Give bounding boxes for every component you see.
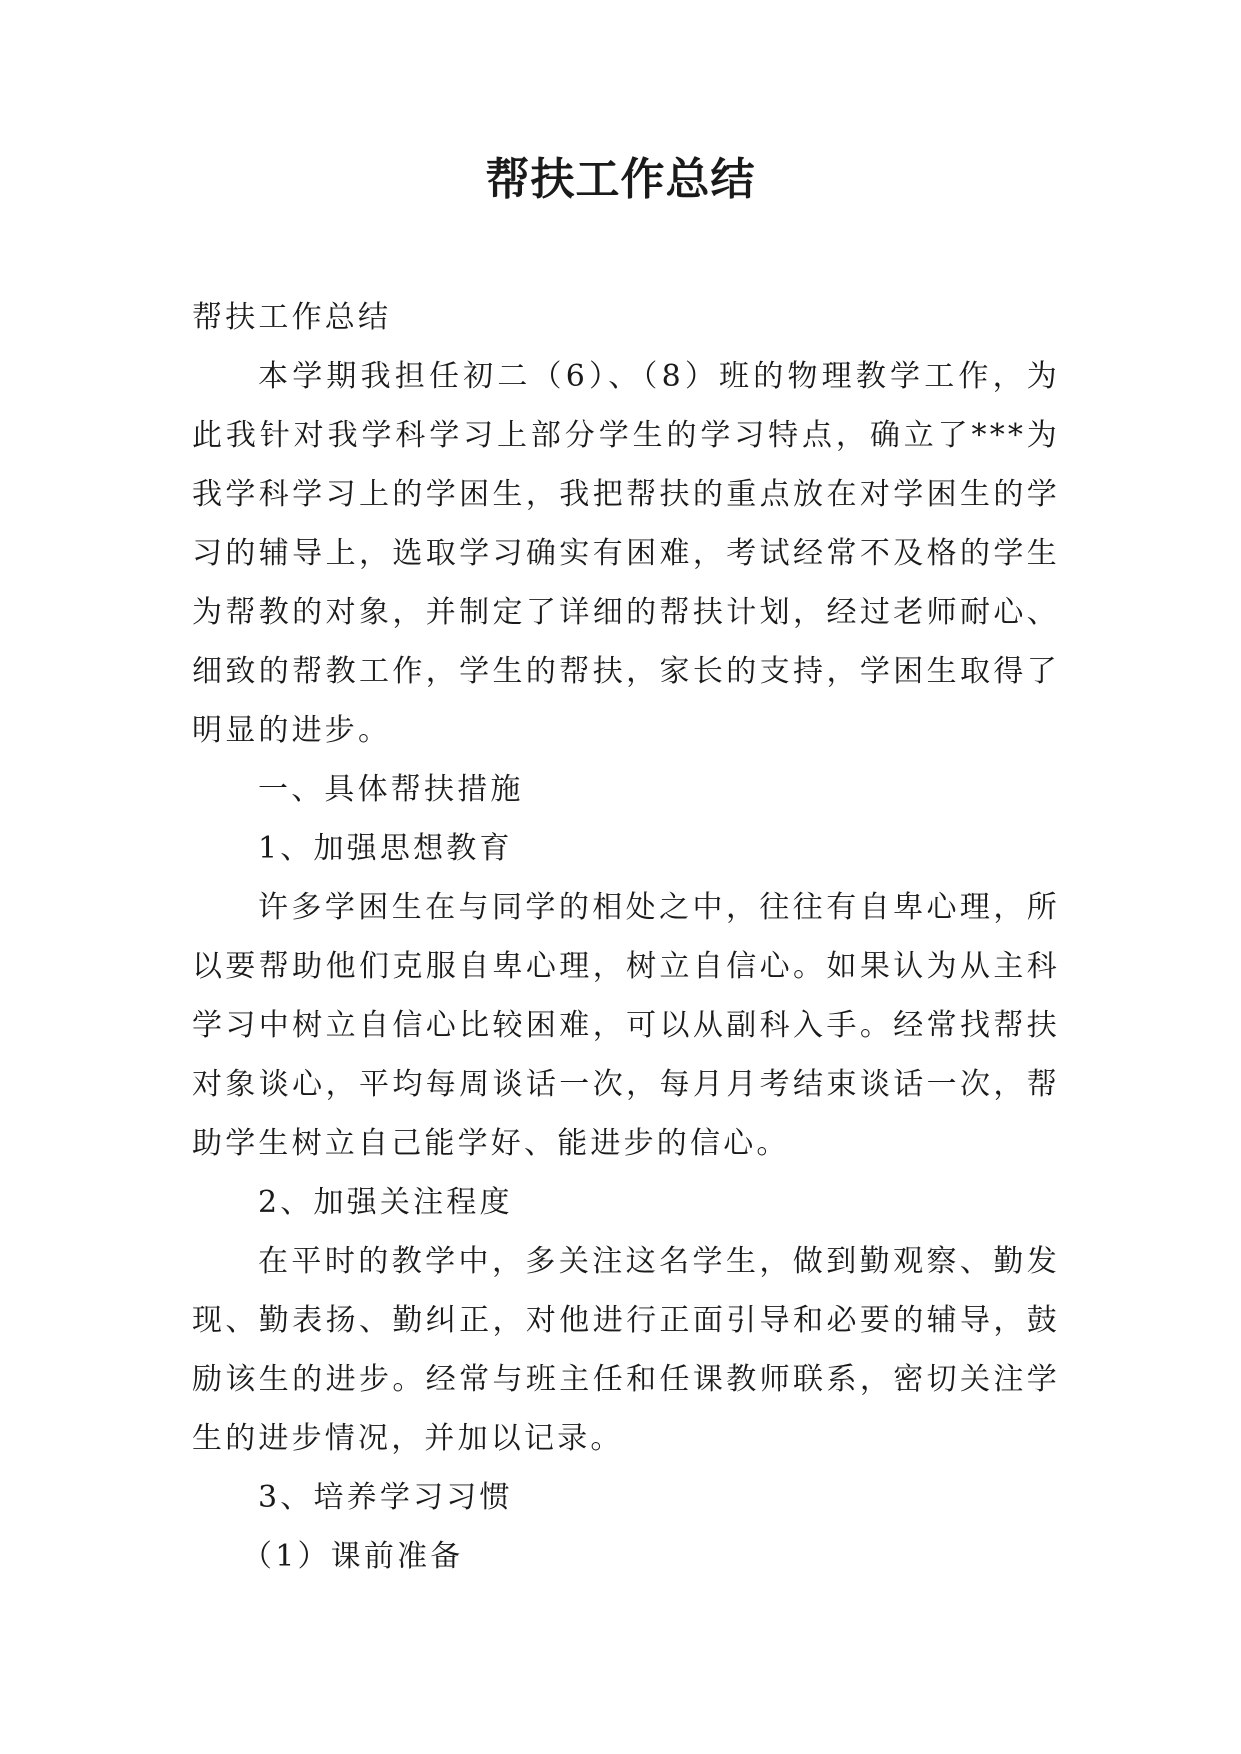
subheading-habits: 3、培养学习习惯: [258, 1480, 513, 1515]
document-body: [192, 288, 1060, 1586]
paragraph-intro: 本学期我担任初二（6）、（8）班的物理教学工作，为此我针对我学科学习上部分学生的学习特点，确立了***为我学科学习上的学困生，我把帮扶的重点放在对学困生的学习的辅导上，选取学习确实有困难，考试经常不及格的学生为帮教的对象，并制定了详细的帮扶计划，经过老师耐心、细致的帮教工作，学生的帮扶，家长的支持，学困生取得了明显的进步。: [192, 359, 1060, 748]
paragraph-subtitle: 帮扶工作总结: [192, 300, 392, 335]
paragraph-attention: 在平时的教学中，多关注这名学生，做到勤观察、勤发现、勤表扬、勤纠正，对他进行正面引导和必要的辅导，鼓励该生的进步。经常与班主任和任课教师联系，密切关注学生的进步情况，并加以记录。: [192, 1244, 1060, 1456]
subheading-attention: 2、加强关注程度: [258, 1185, 513, 1220]
subheading-preparation: （1）课前准备: [242, 1539, 464, 1574]
section-heading-measures: 一、具体帮扶措施: [258, 772, 524, 807]
document-title: 帮扶工作总结: [485, 154, 756, 205]
subheading-ideology: 1、加强思想教育: [258, 831, 513, 866]
paragraph-ideology: 许多学困生在与同学的相处之中，往往有自卑心理，所以要帮助他们克服自卑心理，树立自信心。如果认为从主科学习中树立自信心比较困难，可以从副科入手。经常找帮扶对象谈心，平均每周谈话一次，每月月考结束谈话一次，帮助学生树立自己能学好、能进步的信心。: [192, 890, 1060, 1161]
